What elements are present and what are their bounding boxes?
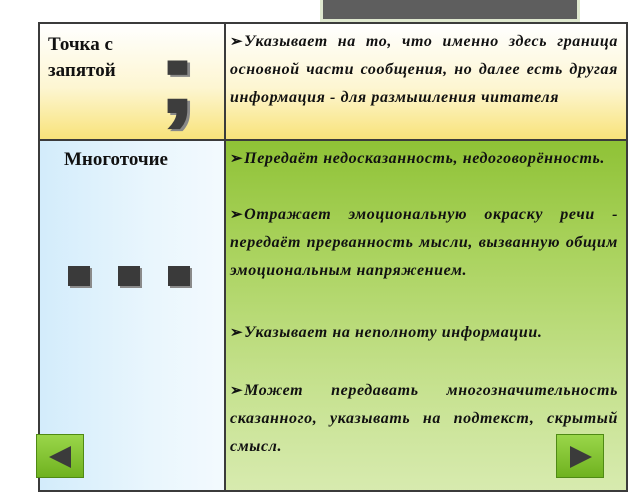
description-item: ➢Передаёт недосказанность, недоговорённость. [230, 150, 606, 167]
bullet-arrow-icon: ➢ [230, 207, 244, 223]
arrow-right-icon [570, 446, 592, 468]
punctuation-table [38, 22, 628, 492]
bullet-arrow-icon: ➢ [230, 383, 244, 399]
next-slide-button[interactable] [556, 434, 604, 478]
ellipsis-symbol [68, 266, 190, 286]
semicolon-symbol: ; [153, 22, 201, 136]
description-cell-semicolon [226, 24, 626, 139]
ellipsis-dot [118, 266, 140, 286]
term-cell-semicolon [40, 24, 224, 139]
description-item: ➢Отражает эмоциональную окраску речи - передаёт прерванность мысли, вызванную общим эмоциональным напряжением. [230, 206, 618, 279]
header-decoration [320, 0, 580, 22]
table-row-semicolon [40, 24, 626, 141]
term-label: Многоточие [64, 149, 168, 170]
ellipsis-dot [168, 266, 190, 286]
description-item: ➢Указывает на неполноту информации. [230, 324, 543, 341]
bullet-arrow-icon: ➢ [230, 151, 244, 167]
bullet-arrow-icon: ➢ [230, 34, 244, 50]
arrow-left-icon [49, 446, 71, 468]
table-row-ellipsis [40, 141, 626, 492]
description-item: ➢Может передавать многозначительность сказанного, указывать на подтекст, скрытый смысл. [230, 382, 618, 455]
previous-slide-button[interactable] [36, 434, 84, 478]
ellipsis-dot [68, 266, 90, 286]
term-label: Точка с запятой [48, 34, 116, 81]
description-item: ➢Указывает на то, что именно здесь граница основной части сообщения, но далее есть другая информация - для размышления читателя [230, 33, 618, 106]
bullet-arrow-icon: ➢ [230, 325, 244, 341]
